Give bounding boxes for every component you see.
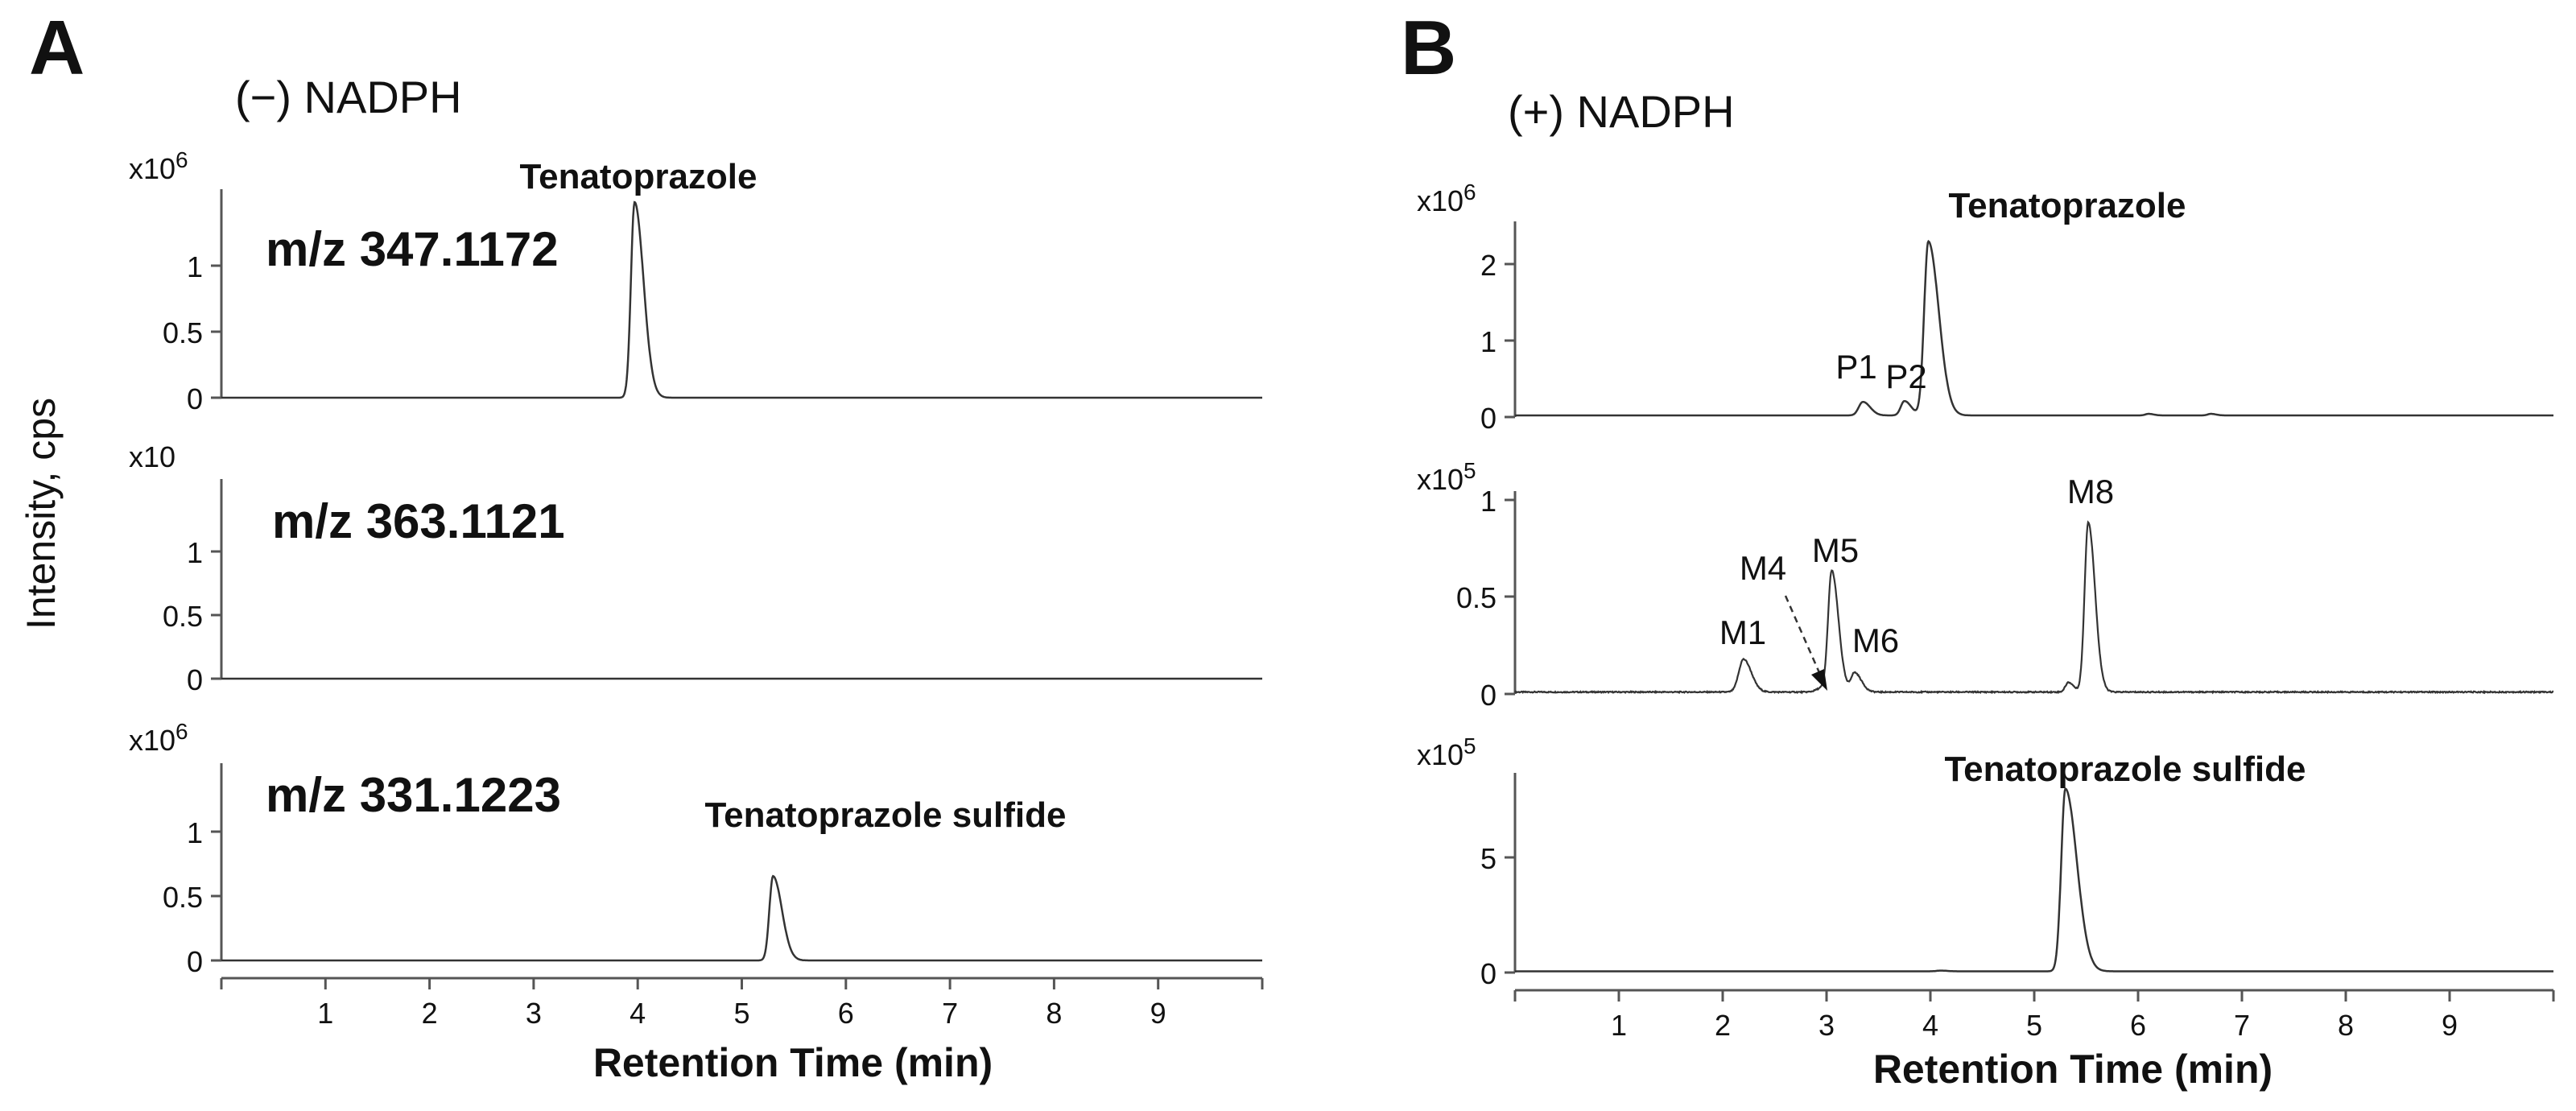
- chromatogram-line-b2: [1515, 522, 2553, 693]
- panel-a-trace-2: [129, 440, 1262, 696]
- x-tick-label-b-3: 3: [1818, 1009, 1835, 1042]
- panel-a-trace-3: [129, 719, 1262, 978]
- peak-label-sulfide-b3: Tenatoprazole sulfide: [1944, 750, 2306, 789]
- multiplier-a2: x10: [129, 440, 176, 473]
- x-tick-label-b-8: 8: [2337, 1009, 2355, 1042]
- peak-label-m5: M5: [1811, 531, 1860, 569]
- y-tick-label-b3-0: 0: [1480, 957, 1496, 990]
- panel-b-condition: (+) NADPH: [1508, 86, 1735, 137]
- y-tick-label-b2-2: 1: [1480, 485, 1496, 518]
- x-tick-label-a-4: 4: [630, 997, 646, 1030]
- peak-label-p2-b1: P2: [1885, 357, 1927, 395]
- peak-label-m4: M4: [1739, 549, 1787, 587]
- panel-a-letter: A: [29, 5, 85, 91]
- y-tick-label-a1-2: 1: [186, 250, 203, 283]
- x-tick-label-b-9: 9: [2441, 1009, 2458, 1042]
- y-tick-label-a2-2: 1: [186, 536, 203, 569]
- multiplier-b1: $x10^6$: [1417, 180, 1476, 217]
- chromatogram-line-a3: [221, 876, 1262, 960]
- peak-label-p1-b1: P1: [1835, 348, 1877, 386]
- multiplier-a3: $x10^6$: [129, 719, 188, 757]
- chromatogram-line-b1: [1515, 242, 2553, 415]
- panel-b-trace-1: [1417, 180, 2553, 435]
- panel-a-xlabel: Retention Time (min): [592, 1040, 993, 1085]
- peak-label-sulfide-a3: Tenatoprazole sulfide: [704, 795, 1067, 835]
- x-tick-label-a-7: 7: [942, 997, 959, 1030]
- y-tick-label-a2-0: 0: [186, 663, 203, 696]
- x-tick-label-a-5: 5: [733, 997, 750, 1030]
- peak-label-tenatoprazole-b1: Tenatoprazole: [1948, 186, 2186, 225]
- peak-label-tenatoprazole-a1: Tenatoprazole: [519, 157, 758, 196]
- m4-pointer-arrow: [1785, 596, 1821, 676]
- multiplier-a1: $x10^6$: [129, 147, 188, 185]
- x-tick-label-b-6: 6: [2129, 1009, 2147, 1042]
- x-tick-label-b-2: 2: [1714, 1009, 1732, 1042]
- y-tick-label-a3-1: 0.5: [162, 881, 203, 914]
- peak-label-m1: M1: [1719, 613, 1767, 651]
- x-tick-label-a-1: 1: [317, 997, 334, 1030]
- mz-title-a2: m/z 363.1121: [272, 494, 565, 548]
- panel-a-trace-1: [129, 147, 1262, 415]
- x-tick-label-a-9: 9: [1150, 997, 1166, 1030]
- panel-b-x-axis: [1515, 990, 2553, 1042]
- y-tick-label-b2-1: 0.5: [1455, 581, 1496, 614]
- panel-b-xlabel: Retention Time (min): [1872, 1047, 2273, 1092]
- y-tick-label-a1-0: 0: [186, 382, 203, 415]
- y-tick-label-a2-1: 0.5: [162, 600, 203, 633]
- mz-title-a1: m/z 347.1172: [266, 222, 559, 276]
- y-tick-label-b1-1: 1: [1480, 325, 1496, 358]
- multiplier-b2: $x10^5$: [1417, 458, 1476, 496]
- x-tick-label-a-8: 8: [1046, 997, 1063, 1030]
- y-tick-label-a3-0: 0: [186, 945, 203, 978]
- x-tick-label-b-5: 5: [2025, 1009, 2043, 1042]
- y-tick-label-b1-2: 2: [1480, 249, 1496, 282]
- chromatogram-line-b3: [1515, 789, 2553, 972]
- panel-a-condition: (−) NADPH: [235, 72, 462, 122]
- y-tick-label-b1-0: 0: [1480, 402, 1496, 435]
- x-tick-label-b-7: 7: [2233, 1009, 2251, 1042]
- mz-title-a3: m/z 331.1223: [266, 768, 561, 822]
- panel-a-x-axis: [221, 978, 1262, 1030]
- x-tick-label-a-6: 6: [837, 997, 854, 1030]
- y-tick-label-a1-1: 0.5: [162, 316, 203, 349]
- x-tick-label-b-4: 4: [1922, 1009, 1939, 1042]
- peak-label-m6: M6: [1852, 622, 1900, 659]
- panel-b-trace-3: [1417, 733, 2553, 990]
- peak-label-m8: M8: [2066, 473, 2115, 510]
- multiplier-b3: $x10^5$: [1417, 733, 1476, 771]
- x-tick-label-a-3: 3: [525, 997, 542, 1030]
- y-tick-label-b3-1: 5: [1480, 842, 1496, 875]
- panel-b-letter: B: [1401, 5, 1457, 91]
- panel-a-ylabel: Intensity, cps: [19, 397, 64, 630]
- y-tick-label-a3-2: 1: [186, 816, 203, 849]
- y-tick-label-b2-0: 0: [1480, 679, 1496, 712]
- x-tick-label-a-2: 2: [421, 997, 438, 1030]
- x-tick-label-b-1: 1: [1610, 1009, 1628, 1042]
- panel-b-trace-2: [1417, 458, 2553, 712]
